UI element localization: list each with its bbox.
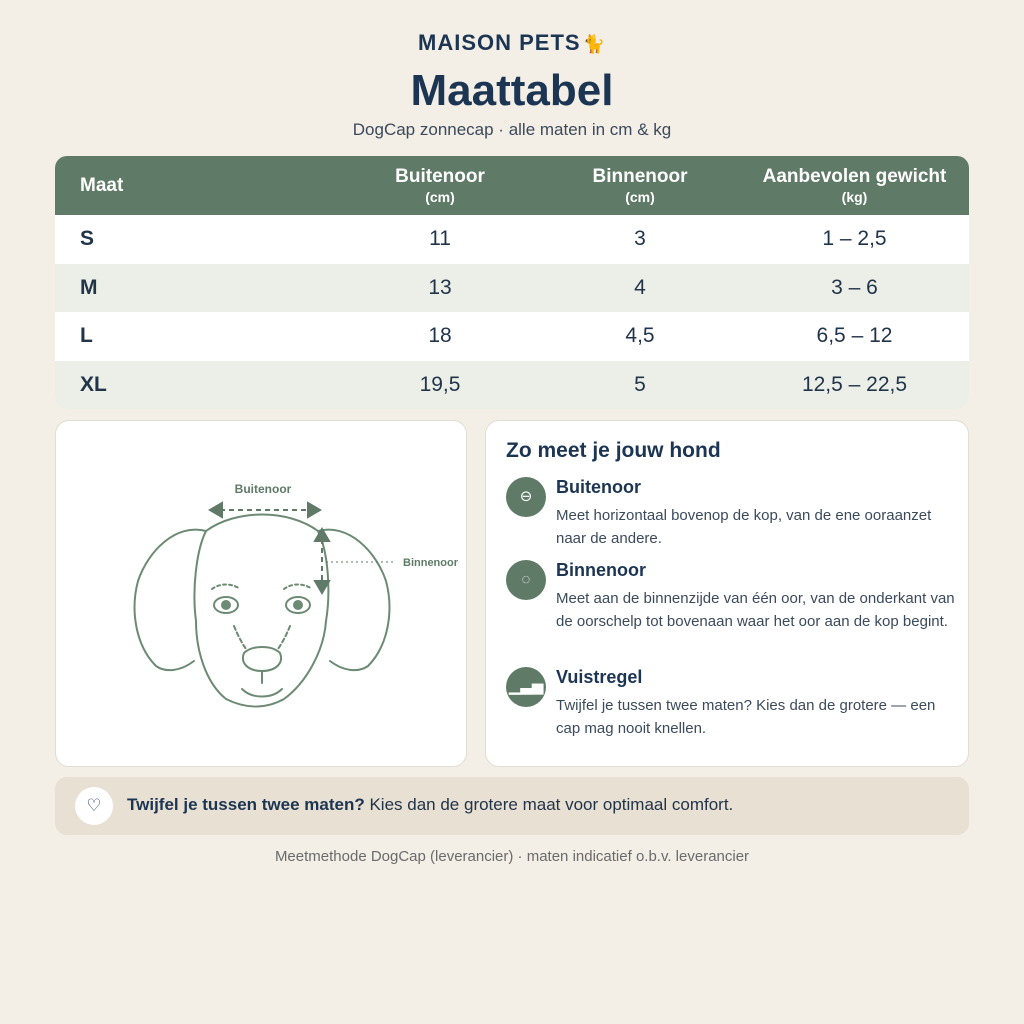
table-header	[55, 156, 969, 215]
dog-head-illustration	[56, 421, 468, 768]
cat-icon: 🐈	[582, 34, 606, 54]
advice-text: Twijfel je tussen twee maten? Kies dan de grotere maat voor optimaal comfort.	[127, 795, 734, 814]
size-table	[55, 156, 969, 409]
header-outer-ear: Buitenoor (cm)	[395, 166, 485, 205]
measure-diagram-card	[55, 420, 467, 767]
table-row: S 11 3 1 – 2,5	[80, 227, 887, 251]
page-subtitle: DogCap zonnecap · alle maten in cm & kg	[352, 120, 672, 139]
page-title: Maattabel	[410, 66, 614, 115]
table-row: M 13 4 3 – 6	[55, 264, 969, 313]
diagram-label-inner: Binnenoor	[403, 557, 458, 569]
bar-chart-icon: ▁▃▅	[506, 667, 546, 707]
advice-banner	[55, 777, 969, 835]
footer-note: Meetmethode DogCap (leverancier) · maten indicatief o.b.v. leverancier	[274, 848, 750, 865]
brand-logo	[0, 30, 1024, 56]
header-inner-ear: Binnenoor (cm)	[592, 166, 688, 205]
header-size: Maat	[80, 174, 124, 196]
dotted-circle-icon: ◌	[506, 560, 546, 600]
minus-circle-icon: ⊖	[506, 477, 546, 517]
header-weight: Aanbevolen gewicht (kg)	[762, 166, 947, 205]
table-row: XL 19,5 5 12,5 – 22,5	[55, 361, 969, 410]
brand-name: MAISON PETS	[418, 30, 581, 55]
howto-card: Zo meet je jouw hond ⊖ Buitenoor Meet horizontaal bovenop de kop, van de ene ooraanzet naar de andere. ◌ Binnenoor Meet aan de binnenzijde van één oor, van de onderkant van de oorschelp tot bovenaan waar het oor aan de kop begint. ▁▃▅ Vuistregel Twijfel je tussen twee maten? Kies dan de grotere — een cap mag nooit knellen.	[485, 420, 969, 767]
heart-icon: ♡	[75, 787, 113, 825]
table-row: L 18 4,5 6,5 – 12	[80, 324, 893, 348]
howto-title: Zo meet je jouw hond	[506, 439, 721, 462]
diagram-label-outer: Buitenoor	[234, 482, 292, 496]
